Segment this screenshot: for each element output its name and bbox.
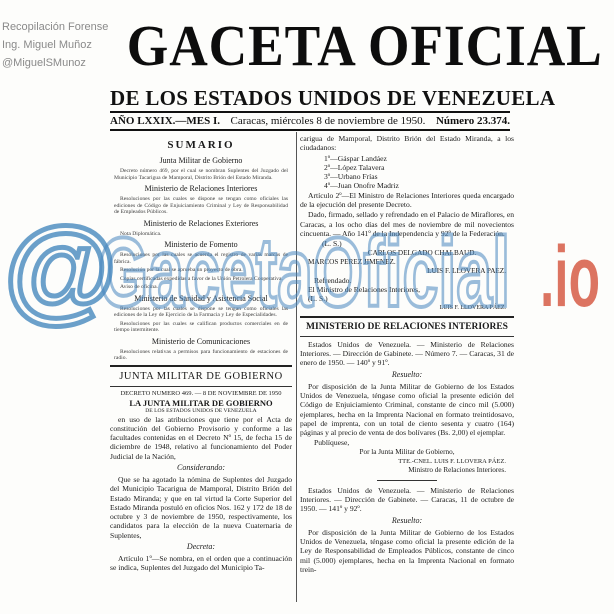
signature-chalbaud: CARLOS DELGADO CHALBAUD.: [367, 248, 477, 257]
column-divider: [296, 132, 297, 602]
right-column: [300, 134, 514, 604]
sumario-entry: Resoluciones por las cuales se acuerda el registro de varias marcas de fábrica.: [114, 252, 288, 265]
signature-jimenez: MARCOS PEREZ JIMENEZ.: [308, 257, 396, 266]
el-ministro: El Ministro de Relaciones Interiores,: [308, 285, 420, 295]
suplente-3: 3º—Urbano Frías: [324, 172, 378, 182]
masthead-rule-bottom: [110, 129, 510, 131]
signature-paez-2: LUIS F. LLOVERA PÁEZ.: [439, 304, 506, 311]
suplente-4: 4º—Juan Onofre Madriz: [324, 181, 399, 191]
left-column: [110, 134, 292, 604]
issue-place-date: Caracas, miércoles 8 de noviembre de 1950.: [230, 115, 426, 127]
considerando-label: Considerando:: [177, 462, 225, 472]
section-rule: [110, 386, 292, 387]
decree-line: DECRETO NUMERO 469. — 8 DE NOVIEMBRE DE 1950: [120, 389, 282, 397]
resolution-1-header: Estados Unidos de Venezuela. — Ministerio de Relaciones Interiores. — Dirección de Gabinete. — Número 7. — Caracas, 31 de enero de 1950. — 140º y 91º.: [300, 339, 514, 368]
sumario-entry: Decreto número 469, por el cual se nombran Suplentes del Juzgado del Municipio Tacarigua de Mamporal, Distrito Brión del Estado Miranda.: [114, 168, 288, 181]
decree-preamble: en uso de las atribuciones que tiene por el Acta de constitución del Gobierno Provisorio y conforme a las facultades contenidas en el Decreto Nº 15, de fecha 15 de diciembre de 1948, relativo al funcionamiento del Poder Judicial de la Nación,: [110, 414, 292, 461]
issue-number: Número 23.374.: [435, 115, 510, 127]
decree-dado: Dado, firmado, sellado y refrendado en el Palacio de Miraflores, en Caracas, a los ocho días del mes de noviembre de mil novecientos cincuenta. — Año 141º de la Independencia y 92º de la Federación.: [300, 210, 514, 238]
sumario-section-heading: Ministerio de Relaciones Interiores: [144, 184, 258, 193]
watermark-line-2: Ing. Miguel Muñoz: [2, 39, 92, 51]
junta-heading: JUNTA MILITAR DE GOBIERNO: [119, 370, 283, 382]
watermark-io: .io: [540, 229, 600, 325]
sumario-section-heading: Ministerio de Comunicaciones: [151, 336, 251, 346]
sumario-entry: Resoluciones por las cuales se dispone se tengan como oficiales las ediciones de la Ley de Ejercicio de la Farmacia y Ley de Especialidades.: [114, 305, 288, 318]
decree-continuation: carigua de Mamporal, Distrito Brión del Estado Miranda, a los ciudadanos:: [300, 134, 514, 153]
resolution-2-header: Estados Unidos de Venezuela. — Ministerio de Relaciones Interiores. — Dirección de Gabinete. — Caracas, 11 de octubre de 1950. — 141º y 92º.: [300, 485, 514, 514]
resolution-2-body: Por disposición de la Junta Militar de Gobierno de los Estados Unidos de Venezuela, téngase como oficial la presente edición de la Ley de Responsabilidad de Empleados Públicos, constante de cinco mil (5.000) ejemplares, hecha en la Imprenta Nacional en formato trein-: [300, 527, 514, 574]
junta-subheading-2: DE LOS ESTADOS UNIDOS DE VENEZUELA: [145, 407, 257, 414]
por-la-junta: Por la Junta Militar de Gobierno,: [359, 447, 455, 456]
junta-subheading: LA JUNTA MILITAR DE GOBIERNO: [129, 397, 273, 408]
issue-year: AÑO LXXIX.—MES I.: [110, 115, 221, 127]
minister-title: Ministro de Relaciones Interiores.: [408, 465, 506, 474]
masthead-rule-top: [110, 111, 510, 113]
resuelto-2-label: Resuelto:: [391, 515, 423, 525]
ministerio-heading: MINISTERIO DE RELACIONES INTERIORES: [306, 321, 508, 332]
suplente-1: 1º—Gáspar Landáez: [324, 153, 387, 163]
sumario-entry: Aviso de oficina.: [120, 284, 158, 290]
section-rule: [110, 365, 292, 367]
masthead-subtitle: DE LOS ESTADOS UNIDOS DE VENEZUELA: [110, 86, 556, 110]
refrendado: Refrendado.: [314, 275, 352, 285]
sumario-list: [110, 156, 292, 362]
sumario-entry: Resoluciones por las cuales se dispone se tengan como oficiales las ediciones de Código de Enjuiciamiento Criminal y Ley de Responsabilidad de Empleados Públicos.: [114, 196, 288, 215]
sumario-section-heading: Ministerio de Fomento: [164, 240, 238, 249]
watermark-line-1: Recopilación Forense: [2, 21, 109, 33]
resolution-1-body: Por disposición de la Junta Militar de Gobierno de los Estados Unidos de Venezuela, téngase como oficial la presente edición del Código de Enjuiciamiento Criminal, constante de cinco mil (5.000) ejemplares, hecha en la Imprenta Nacional en formato treintidosavo, papel de imprenta, con un total de ciento sesenta y cuatro (164) páginas y al precio de venta de dos bolívares (Bs. 2,00) el ejemplar.: [300, 381, 514, 438]
sumario-title: SUMARIO: [167, 139, 235, 151]
masthead-title: GACETA OFICIAL: [126, 13, 603, 78]
seal-2: (L. S.): [308, 294, 328, 304]
sumario-section-heading: Ministerio de Relaciones Exteriores: [143, 218, 259, 228]
sumario-entry: Nota Diplomática.: [120, 230, 162, 237]
sumario-entry: Resoluciones relativas a permisos para funcionamiento de estaciones de radio.: [114, 348, 288, 361]
suplente-2: 2º—López Talavera: [324, 162, 385, 172]
signature-paez-1: LUIS F. LLOVERA PAEZ.: [427, 266, 506, 275]
signature-tte-cnel: TTE.-CNEL. LUIS F. LLOVERA PÁEZ.: [398, 457, 506, 465]
watermark-at-sign: @: [4, 206, 118, 333]
watermark-text: GacetaOficial: [98, 217, 510, 327]
sumario-entry: Resolución por la cual se aprueba un proyecto de obra.: [120, 267, 243, 273]
section-rule: [300, 316, 514, 318]
watermark-line-3: @MiguelSMunoz: [2, 57, 86, 69]
sumario-entry: Resoluciones por las cuales se califican productos comerciales en de tiempo intermitente.: [114, 320, 288, 333]
sumario-section-heading: Junta Militar de Gobierno: [159, 156, 243, 165]
watermark-credits: [2, 18, 108, 72]
sumario-section-heading: Ministerio de Sanidad y Asistencia Social: [134, 293, 268, 303]
considerando-text: Que se ha agotado la nómina de Suplentes del Juzgado del Municipio Tacarigua de Mamporal, Distrito Brión del Estado Miranda; y que en tal virtud la Corte Superior del Estado Miranda postuló en oficios Nos. 162 y 172 de 18 de octubre y 3 de noviembre de 1950, respectivamente, los candidatos para la elección de la nueva Cuaternaria de Suplentes,: [110, 474, 292, 540]
section-rule: [300, 336, 514, 337]
seal-1: (L. S.): [322, 239, 342, 249]
issue-line: [110, 114, 510, 128]
short-rule: [377, 480, 437, 481]
decreta-label: Decreta:: [186, 542, 216, 552]
publiquese: Publíquese,: [314, 438, 350, 448]
decree-article-1: Artículo 1º—Se nombra, en el orden que a continuación se indica, Suplentes del Juzgado del Municipio Ta-: [110, 554, 292, 573]
resuelto-1-label: Resuelto:: [391, 369, 423, 379]
sumario-entry: Copias certificadas expedidas a favor de la Unión Petrolera Cooperativa.: [120, 275, 283, 282]
decree-article-2: Artículo 2º—El Ministro de Relaciones Interiores queda encargado de la ejecución del presente Decreto.: [300, 190, 514, 210]
